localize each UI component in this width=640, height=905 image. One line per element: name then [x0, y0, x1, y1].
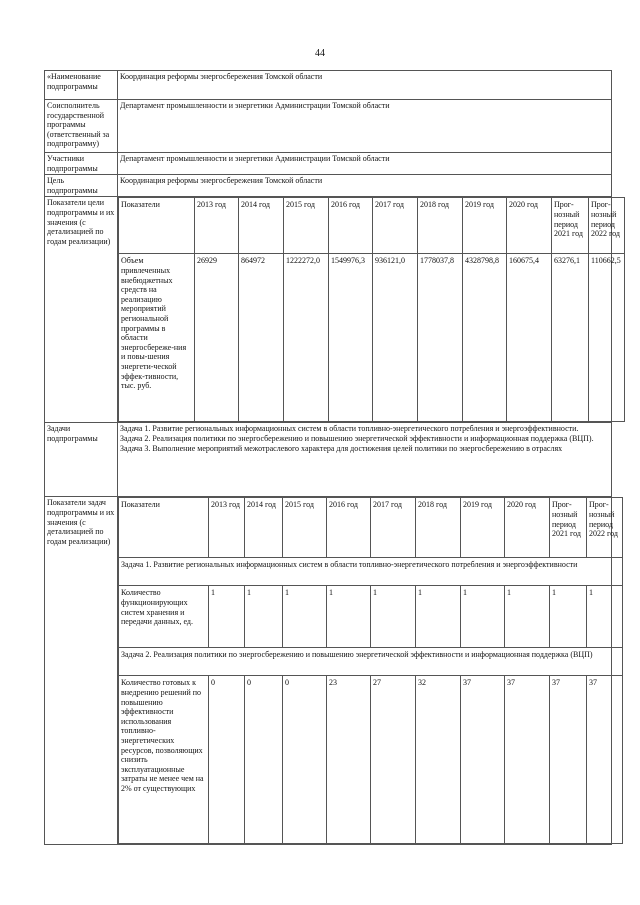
page-number: 44: [315, 48, 325, 59]
task-2-title-row: [119, 648, 623, 676]
task-1-value-2013: 1: [209, 586, 245, 648]
goal-header-2014: 2014 год: [239, 198, 284, 254]
goal-value-2018: 1778037,8: [418, 254, 463, 422]
goal-row-label: Объем привлеченных внебюджетных средств на реализацию мероприятий региональной программы в области энергосбереже-ния и повы-шения энергети-ческой эффек-тивности, тыс. руб.: [119, 254, 195, 422]
task-1-row-label: Количество функционирующих систем хранения и передачи данных, ед.: [119, 586, 209, 648]
task-1-value-2020: 1: [505, 586, 550, 648]
task-1-value-2015: 1: [283, 586, 327, 648]
goal-value-2015: 1222272,0: [284, 254, 329, 422]
tasks-header-2020: 2020 год: [505, 498, 550, 558]
task-2-value-2018: 32: [416, 676, 461, 844]
tasks-indicators-cell: [118, 497, 618, 845]
task-2-value-2021: 37: [550, 676, 587, 844]
task-1-title: Задача 1. Развитие региональных информационных систем в области топливно-энергетического потребления и энергоэффективности: [119, 558, 623, 586]
task-1-title-row: [119, 558, 623, 586]
goal-value: Координация реформы энергосбережения Томской области: [118, 175, 612, 197]
tasks-header-2021: Прог-нозный период 2021 год: [550, 498, 587, 558]
task-1-value-2022: 1: [587, 586, 623, 648]
goal-header-2015: 2015 год: [284, 198, 329, 254]
coexecutor-label: Соисполнитель государственной программы (ответственный за подпрограмму): [45, 100, 118, 153]
task-2-row-label: Количество готовых к внедрению решений по повышению эффективности использования топливно-энергетических ресурсов, позволяющих снизить эксплуатационные затраты не менее чем на 2% от существующих: [119, 676, 209, 844]
goal-label: Цель подпрограммы: [45, 175, 118, 197]
task-1-value-2016: 1: [327, 586, 371, 648]
participants-label: Участники подпрограммы: [45, 153, 118, 175]
task-1-text: Задача 1. Развитие региональных информационных систем в области топливно-энергетического потребления и энергоэффективности.: [120, 424, 579, 434]
row-tasks: [45, 423, 612, 497]
task-2-title: Задача 2. Реализация политики по энергосбережению и повышению энергетической эффективности и информационная поддержка (ВЦП): [119, 648, 623, 676]
coexecutor-value: Департамент промышленности и энергетики Администрации Томской области: [118, 100, 612, 153]
tasks-indicators-table: [118, 497, 623, 844]
tasks-table-header-row: [119, 498, 623, 558]
task-1-value-2021: 1: [550, 586, 587, 648]
task-1-value-2014: 1: [245, 586, 283, 648]
goal-header-2013: 2013 год: [195, 198, 239, 254]
goal-header-indicators: Показатели: [119, 198, 195, 254]
tasks-header-2013: 2013 год: [209, 498, 245, 558]
tasks-indicators-label: Показатели задач подпрограммы и их значения (с детализацией по годам реализации): [45, 497, 118, 845]
row-name: [45, 71, 612, 100]
goal-value-2016: 1549976,3: [329, 254, 373, 422]
task-2-value-2013: 0: [209, 676, 245, 844]
task-2-text: Задача 2. Реализация политики по энергосбережению и повышению энергетической эффективности и информационная поддержка (ВЦП).: [120, 433, 594, 443]
goal-value-2022: 110662,5: [589, 254, 625, 422]
goal-table-header-row: [119, 198, 625, 254]
subprogram-passport-table: [44, 70, 621, 845]
task-3-text: Задача 3. Выполнение мероприятий межотраслевого характера для достижения целей политики по энергосбережению в отраслях: [120, 443, 563, 453]
goal-value-2021: 63276,1: [552, 254, 589, 422]
task-1-value-2018: 1: [416, 586, 461, 648]
task-1-data-row: [119, 586, 623, 648]
task-2-value-2016: 23: [327, 676, 371, 844]
task-1-value-2019: 1: [461, 586, 505, 648]
name-label: «Наименование подпрограммы: [45, 71, 118, 100]
goal-header-2016: 2016 год: [329, 198, 373, 254]
task-2-value-2014: 0: [245, 676, 283, 844]
tasks-header-2022: Прог-нозный период 2022 год: [587, 498, 623, 558]
goal-header-2019: 2019 год: [463, 198, 507, 254]
goal-header-2021: Прог-нозный период 2021 год: [552, 198, 589, 254]
tasks-label: Задачи подпрограммы: [45, 423, 118, 497]
task-2-data-row: [119, 676, 623, 844]
goal-indicators-label: Показатели цели подпрограммы и их значения (с детализацией по годам реализации): [45, 197, 118, 423]
row-coexecutor: [45, 100, 612, 153]
goal-value-2020: 160675,4: [507, 254, 552, 422]
goal-header-2022: Прог-нозный период 2022 год: [589, 198, 625, 254]
goal-header-2017: 2017 год: [373, 198, 418, 254]
task-2-value-2019: 37: [461, 676, 505, 844]
row-goal: [45, 175, 612, 197]
tasks-header-2019: 2019 год: [461, 498, 505, 558]
goal-header-2020: 2020 год: [507, 198, 552, 254]
task-2-value-2015: 0: [283, 676, 327, 844]
row-goal-indicators: [45, 197, 612, 423]
goal-indicators-cell: [118, 197, 621, 423]
row-tasks-indicators: [45, 497, 612, 845]
task-2-value-2017: 27: [371, 676, 416, 844]
tasks-header-2014: 2014 год: [245, 498, 283, 558]
goal-table-data-row: [119, 254, 625, 422]
goal-value-2019: 4328798,8: [463, 254, 507, 422]
goal-header-2018: 2018 год: [418, 198, 463, 254]
goal-indicators-table: [118, 197, 625, 422]
goal-value-2017: 936121,0: [373, 254, 418, 422]
tasks-header-2015: 2015 год: [283, 498, 327, 558]
tasks-header-2017: 2017 год: [371, 498, 416, 558]
task-2-value-2020: 37: [505, 676, 550, 844]
tasks-header-2018: 2018 год: [416, 498, 461, 558]
task-1-value-2017: 1: [371, 586, 416, 648]
tasks-value: [118, 423, 612, 497]
participants-value: Департамент промышленности и энергетики Администрации Томской области: [118, 153, 612, 175]
goal-value-2014: 864972: [239, 254, 284, 422]
name-value: Координация реформы энергосбережения Томской области: [118, 71, 612, 100]
tasks-header-indicators: Показатели: [119, 498, 209, 558]
task-2-value-2022: 37: [587, 676, 623, 844]
goal-value-2013: 26929: [195, 254, 239, 422]
row-participants: [45, 153, 612, 175]
tasks-header-2016: 2016 год: [327, 498, 371, 558]
